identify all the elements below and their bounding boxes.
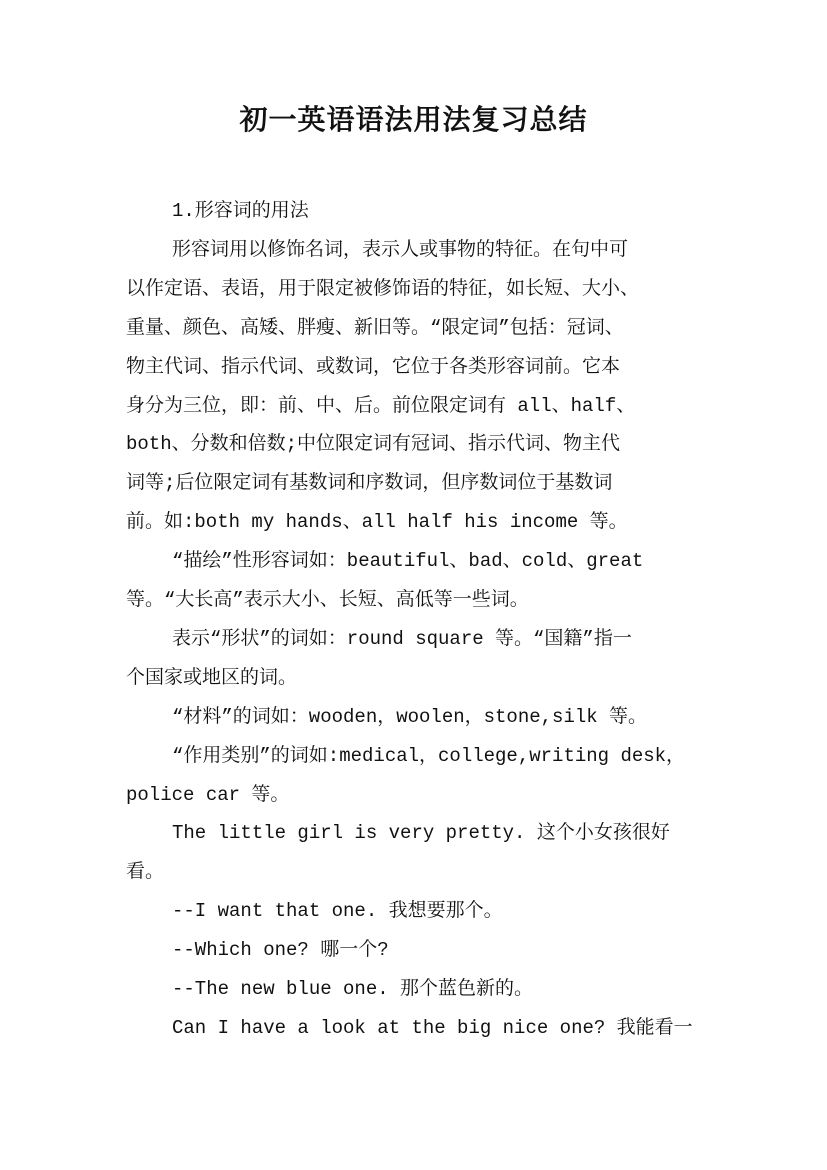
text-line: 物主代词、指示代词、或数词，它位于各类形容词前。它本	[126, 356, 621, 378]
document-title: 初一英语语法用法复习总结	[239, 103, 588, 136]
text-line: 以作定语、表语，用于限定被修饰语的特征，如长短、大小、	[126, 278, 640, 300]
text-line: Can I have a look at the big nice one? 我能看一	[172, 1017, 693, 1039]
text-line: 表示“形状”的词如：round square 等。“国籍”指一	[172, 628, 632, 650]
text-line: 词等;后位限定词有基数词和序数词，但序数词位于基数词	[126, 472, 613, 494]
text-line: 看。	[126, 861, 165, 883]
text-line: 1.形容词的用法	[172, 200, 309, 222]
text-line: “作用类别”的词如:medical，college,writing desk，	[172, 745, 686, 767]
text-line: 前。如:both my hands、all half his income 等。	[126, 511, 628, 533]
text-line: “材料”的词如：wooden，woolen，stone,silk 等。	[172, 706, 648, 728]
text-line: 个国家或地区的词。	[126, 667, 298, 689]
text-line: “描绘”性形容词如：beautiful、bad、cold、great	[172, 550, 644, 572]
text-line: both、分数和倍数;中位限定词有冠词、指示代词、物主代	[126, 433, 621, 455]
text-line: 形容词用以修饰名词，表示人或事物的特征。在句中可	[172, 239, 629, 261]
text-line: police car 等。	[126, 784, 290, 806]
text-line: 身分为三位，即：前、中、后。前位限定词有 all、half、	[126, 395, 636, 417]
text-line: The little girl is very pretty. 这个小女孩很好	[172, 822, 670, 844]
text-line: --Which one? 哪一个?	[172, 939, 389, 961]
text-line: --I want that one. 我想要那个。	[172, 900, 503, 922]
text-line: 等。“大长高”表示大小、长短、高低等一些词。	[126, 589, 529, 611]
text-line: --The new blue one. 那个蓝色新的。	[172, 978, 534, 1000]
text-line: 重量、颜色、高矮、胖瘦、新旧等。“限定词”包括：冠词、	[126, 317, 624, 339]
